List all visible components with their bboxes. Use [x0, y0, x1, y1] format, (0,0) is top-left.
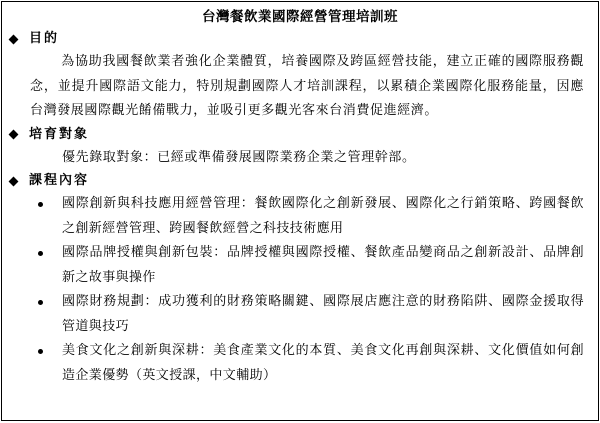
course-item-text: 國際品牌授權與創新包裝：品牌授權與國際授權、餐飲產品變商品之創新設計、品牌創新之故事與操作	[62, 245, 584, 285]
dot-bullet-icon	[38, 349, 43, 354]
course-item-text: 國際財務規劃：成功獲利的財務策略關鍵、國際展店應注意的財務陷阱、國際金援取得管道與技巧	[62, 294, 584, 334]
section-purpose-heading	[2, 28, 598, 50]
section-target-label: 培育對象	[29, 126, 90, 142]
section-courses-heading	[2, 170, 598, 192]
course-item-text: 國際創新與科技應用經營管理：餐飲國際化之創新發展、國際化之行銷策略、跨國餐飲之創新經營管理、跨國餐飲經營之科技技術應用	[62, 196, 584, 236]
diamond-bullet-icon	[9, 34, 19, 44]
course-item-text: 美食文化之創新與深耕：美食產業文化的本質、美食文化再創與深耕、文化價值如何創造企業優勢（英文授課，中文輔助）	[62, 343, 584, 383]
dot-bullet-icon	[38, 251, 43, 256]
purpose-paragraph: 為協助我國餐飲業者強化企業體質，培養國際及跨區經營技能，建立正確的國際服務觀念，並提升國際語文能力，特別規劃國際人才培訓課程，以累積企業國際化服務能量，因應台灣發展國際觀光餚備戰力，並吸引更多觀光客來台消費促進經濟。	[30, 54, 584, 118]
list-item	[2, 241, 598, 290]
target-paragraph: 優先錄取對象：已經或準備發展國際業務企業之管理幹部。	[62, 149, 416, 165]
section-purpose-label: 目的	[29, 31, 60, 46]
dot-bullet-icon	[38, 202, 43, 207]
dot-bullet-icon	[38, 300, 43, 305]
course-list	[2, 192, 598, 388]
diamond-bullet-icon	[9, 176, 19, 186]
list-item	[2, 339, 598, 388]
document-title: 台灣餐飲業國際經營管理培訓班	[202, 9, 398, 25]
section-courses-label: 課程內容	[29, 173, 90, 188]
course-document	[1, 1, 599, 421]
list-item	[2, 192, 598, 241]
section-target-heading	[2, 124, 598, 146]
diamond-bullet-icon	[9, 130, 19, 140]
list-item	[2, 290, 598, 339]
